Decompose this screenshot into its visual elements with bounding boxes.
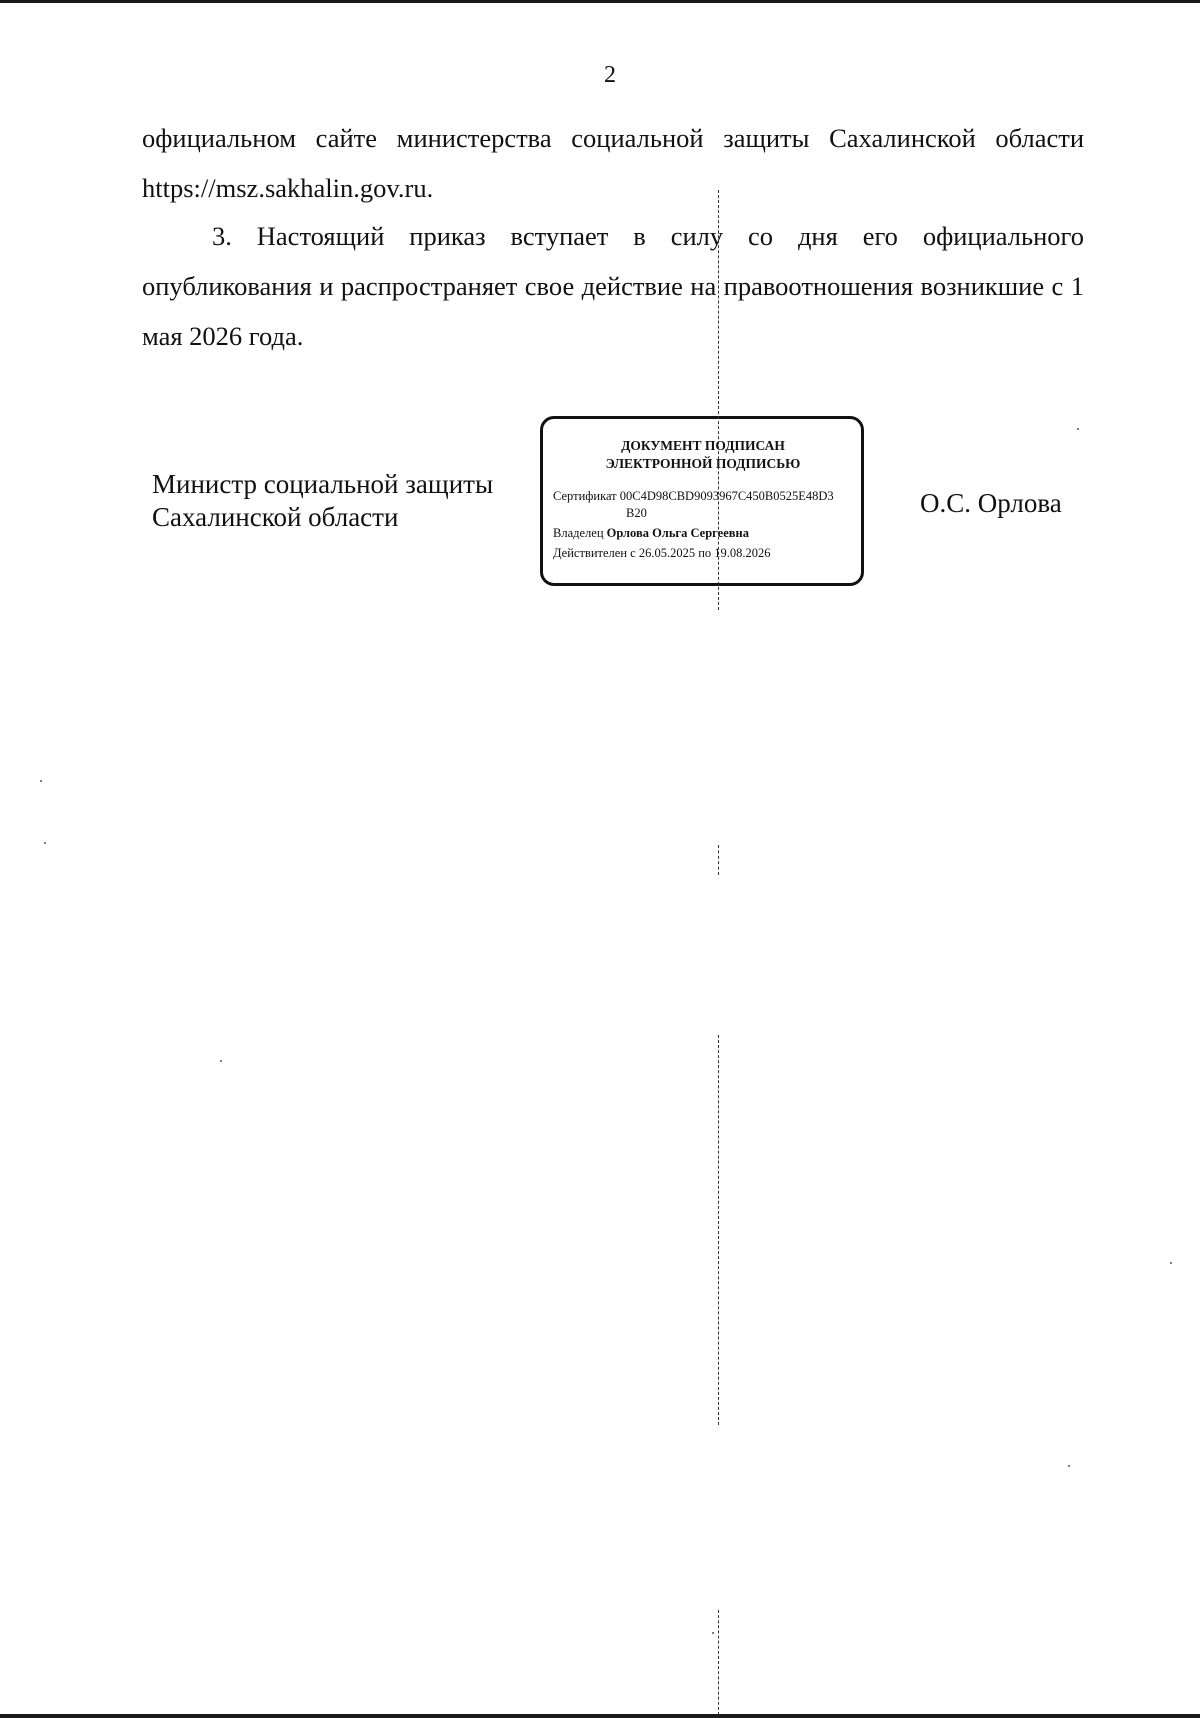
signatory-name: О.С. Орлова <box>920 488 1062 518</box>
stamp-certificate-row <box>553 487 853 505</box>
stamp-certificate-value-continued: B20 <box>626 506 647 520</box>
electronic-signature-stamp <box>540 416 864 586</box>
stamp-title-line-2: ЭЛЕКТРОННОЙ ПОДПИСЬЮ <box>605 456 801 471</box>
signatory-position-line-1: Министр социальной защиты <box>152 469 494 499</box>
stamp-owner-value: Орлова Ольга Сергеевна <box>606 526 749 540</box>
signatory-position <box>152 468 493 534</box>
body-paragraph-effective-date: 3. Настоящий приказ вступает в силу со дня его официального опубликования и распространяет свое действие на правоотношения возникшие с 1 мая 2026 года. <box>142 221 1084 351</box>
scan-speck <box>1068 1465 1070 1467</box>
stamp-valid-to-label: по <box>698 546 712 560</box>
scan-artifact-line <box>718 1610 719 1715</box>
scan-speck <box>40 780 42 782</box>
signatory-position-line-2: Сахалинской области <box>152 502 399 532</box>
stamp-owner-label: Владелец <box>553 526 604 540</box>
scan-speck <box>712 1632 714 1634</box>
scan-speck <box>1170 1262 1172 1264</box>
stamp-valid-from: 26.05.2025 <box>638 546 696 560</box>
scan-speck <box>1077 428 1079 430</box>
body-paragraph-website: официальном сайте министерства социальной защиты Сахалинской области https://msz.sakhalin.gov.ru. <box>142 123 1084 203</box>
scan-artifact-line <box>718 190 719 610</box>
scan-artifact-line <box>718 1035 719 1425</box>
stamp-valid-to: 19.08.2026 <box>714 546 771 560</box>
page-number: 2 <box>604 62 616 88</box>
scan-speck <box>44 842 46 844</box>
stamp-certificate-label: Сертификат <box>553 489 617 503</box>
scan-edge-top <box>0 0 1200 3</box>
scan-artifact-line <box>718 845 719 875</box>
stamp-title-line-1: ДОКУМЕНТ ПОДПИСАН <box>621 438 785 453</box>
stamp-owner-row <box>553 524 853 542</box>
stamp-validity-row <box>553 544 853 562</box>
stamp-certificate-value: 00C4D98CBD9093967C450B0525E48D3 <box>619 489 834 503</box>
scan-edge-bottom <box>0 1714 1200 1718</box>
stamp-title <box>553 437 853 473</box>
stamp-valid-label: Действителен с <box>553 546 636 560</box>
scan-speck <box>220 1060 222 1062</box>
